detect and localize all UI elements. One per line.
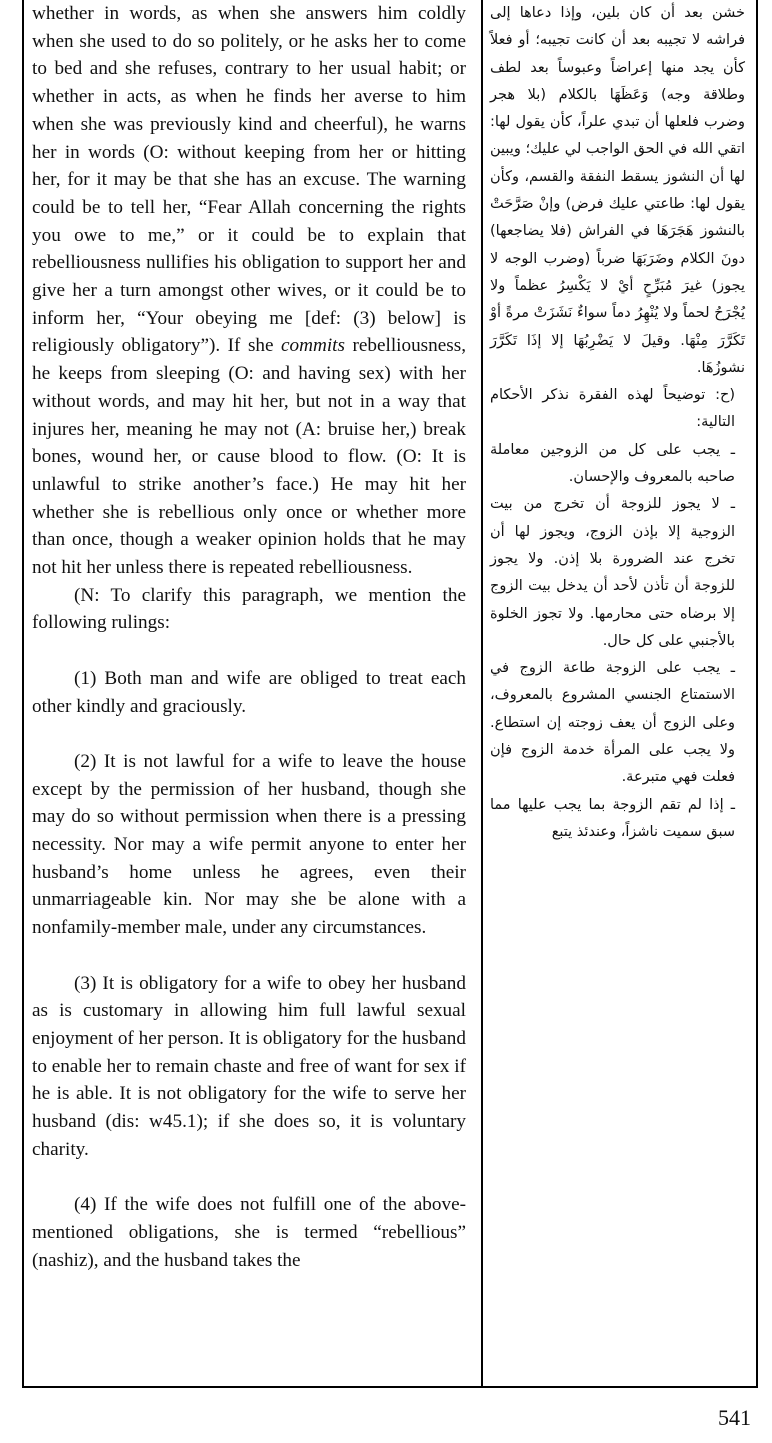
ruling-3: (3) It is obligatory for a wife to obey her husband as is customary in allowing him full lawful sexual enjoyment of her person. It is obligatory for the husband to enable her to remain chaste and free of want for sex if he is able. It is not obligatory for the wife to serve her husband (dis: w45.1); if she does so, it is voluntary charity. <box>32 972 466 1160</box>
arabic-ruling-1: ـ يجب على كل من الزوجين معاملة صاحبه بالمعروف والإحسان. <box>490 441 735 486</box>
english-paragraph-1: whether in words, as when she answers him coldly when she used to do so politely, or he asks her to come to bed and she refuses, contrary to her usual habit; or whether in acts, as when he finds her averse to him when she was previously kind and cheerful), he warns her in words (O: without keeping from her or hitting her, for it may be that she has an excuse. The warning could be to tell her, “Fear Allah concerning the rights you owe to me,” or it could be to explain that rebelliousness nullifies his obligation to support her and give her a turn amongst other wives, or it could be to inform her, “Your obeying me [def: (3) below] is religiously obligatory”). If she commits rebelliousness, he keeps from sleeping (O: and having sex) with her without words, and may hit her, but not in a way that injures her, meaning he may not (A: bruise her,) break bones, wound her, or cause blood to flow. (O: It is unlawful to strike another’s face.) He may hit her whether she is rebellious only once or whether more than once, though a weaker opinion holds that he may not hit her unless there is repeated rebelliousness. <box>32 3 466 579</box>
ruling-2: (2) It is not lawful for a wife to leave the house except by the permission of her husband, though she may do so without permission when there is a pressing necessity. Nor may a wife permit anyone to enter her husband’s home unless he agrees, even their unmarriageable kin. Nor may she be alone with a nonfamily-member male, under any circumstances. <box>32 750 466 939</box>
column-divider <box>481 0 483 1386</box>
arabic-ruling-2: ـ لا يجوز للزوجة أن تخرج من بيت الزوجية إلا بإذن الزوج، ويجوز لها أن تخرج عند الضرورة بلا إذن. ولا يجوز للزوجة أن تأذن لأحد أن يدخل بيت الزوج إلا برضاه حتى محارمها. ولا تجوز الخلوة بالأجنبي على كل حال. <box>490 496 735 649</box>
english-paragraph-2: (N: To clarify this paragraph, we mention the following rulings: <box>32 584 466 634</box>
arabic-column <box>490 0 745 846</box>
ruling-1: (1) Both man and wife are obliged to treat each other kindly and graciously. <box>32 667 466 717</box>
arabic-paragraph-1: خشن بعد أن كان بلين، وإذا دعاها إلى فراشه لا تجيبه بعد أن كانت تجيبه؛ أو فعلاً كأن يجد منها إعراضاً وعبوساً بعد لطف وطلاقة وجه) وَعَظَهَا بالكلام (بلا هجر وضرب فلعلها أن تبدي علراً، كأن يقول لها: اتقي الله في الحق الواجب لي عليك؛ ويبين لها أن النشوز يسقط النفقة والقسم، وكأن يقول لها: طاعتي عليك فرض) وإنْ صَرَّحَتْ بالنشوز هَجَرَهَا في الفراش (فلا يضاجعها) دونَ الكلام وضَرَبَهَا ضرباً (وضرب الوجه لا يجوز) غيرَ مُبَرِّحٍ أيْ لا يَكْسِرُ عظماً ولا يُجْرَحُ لحماً ولا يُنْهِرُ دماً سواءٌ نَشَزَتْ مرةً أوْ تَكَرَّرَ مِنْهَا. وقيلَ لا يَضْرِبُهَا إلا إذَا تَكَرَّرَ نشوزُهَا. <box>490 5 745 376</box>
page-number: 541 <box>718 1405 751 1430</box>
english-column <box>32 0 466 1274</box>
ruling-4: (4) If the wife does not fulfill one of the above-mentioned obligations, she is termed “rebellious” (nashiz), and the husband takes the <box>32 1194 466 1271</box>
arabic-ruling-3: ـ يجب على الزوجة طاعة الزوج في الاستمتاع الجنسي المشروع بالمعروف، وعلى الزوج أن يعف زوجته إن استطاع. ولا يجب على المرأة خدمة الزوج فإن فعلت فهي متبرعة. <box>490 660 735 786</box>
arabic-ruling-4: ـ إذا لم تقم الزوجة بما يجب عليها مما سبق سميت ناشزاً، وعندئذ يتبع <box>490 796 735 840</box>
arabic-paragraph-2: (ح: توضيحاً لهذه الفقرة نذكر الأحكام التالية: <box>490 387 735 431</box>
